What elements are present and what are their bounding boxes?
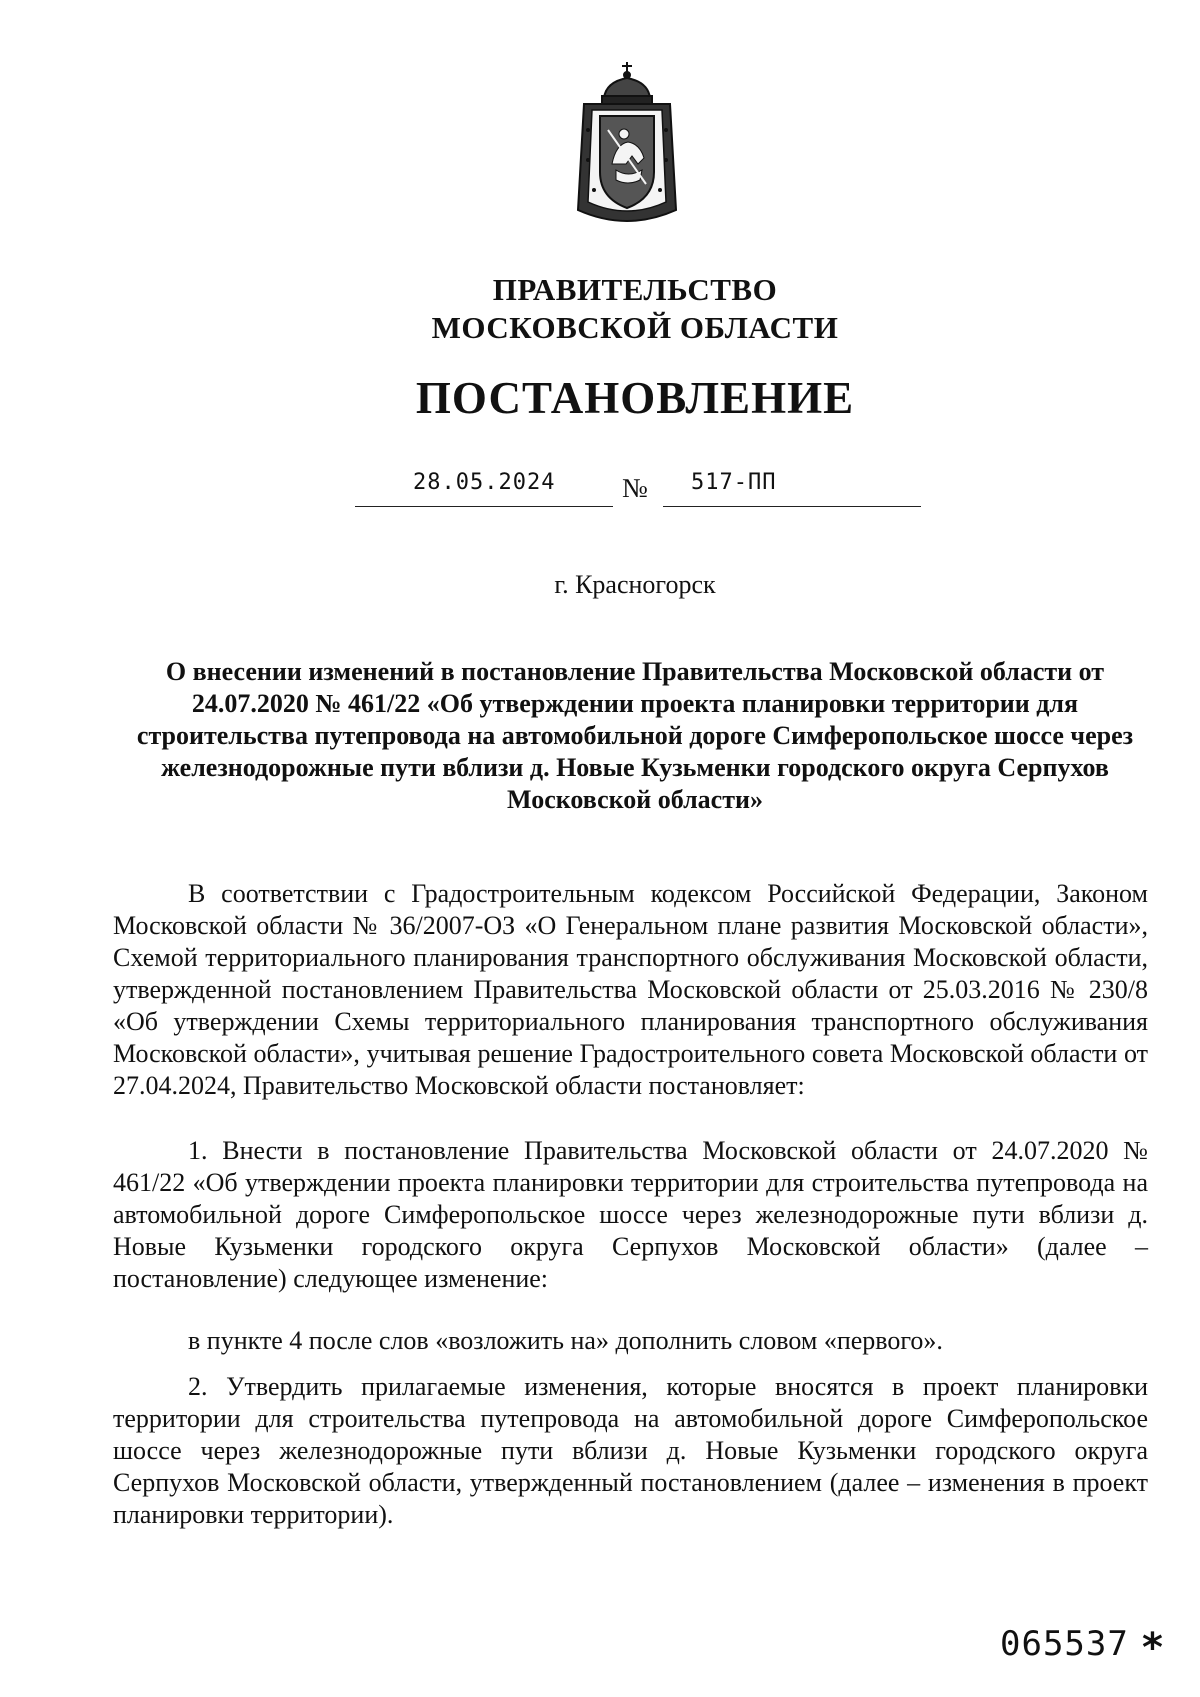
government-name-line2: МОСКОВСКОЙ ОБЛАСТИ	[431, 310, 839, 345]
date-field	[355, 470, 613, 507]
item-1-sub-paragraph	[113, 1325, 1148, 1357]
asterisk-mark: *	[1142, 1625, 1163, 1671]
item-1-paragraph	[113, 1135, 1148, 1295]
document-date: 28.05.2024	[413, 470, 556, 495]
document-subject: О внесении изменений в постановление Правительства Московской области от 24.07.2020 № 461/22 «Об утверждении проекта планировки территории для строительства путепровода на автомобильной дороге Симферопольское шоссе через железнодорожные пути вблизи д. Новые Кузьменки городского округа Серпухов Московской области»	[136, 657, 1134, 814]
city-name: г. Красногорск	[554, 570, 716, 599]
document-type-title: ПОСТАНОВЛЕНИЕ	[415, 373, 855, 423]
government-name-line1: ПРАВИТЕЛЬСТВО	[492, 272, 778, 307]
item-2-paragraph	[113, 1371, 1148, 1531]
coat-of-arms-icon	[566, 60, 688, 230]
number-field	[663, 470, 921, 507]
item-1-text: 1. Внести в постановление Правительства Московской области от 24.07.2020 № 461/22 «Об утверждении проекта планировки территории для строительства путепровода на автомобильной дороге Симферопольское шоссе через железнодорожные пути вблизи д. Новые Кузьменки городского округа Серпухов Московской области» (далее – постановление) следующее изменение:	[113, 1136, 1148, 1293]
serial-number: 065537	[1000, 1624, 1129, 1664]
item-1-sub-text: в пункте 4 после слов «возложить на» дополнить словом «первого».	[188, 1326, 943, 1355]
item-2-text: 2. Утвердить прилагаемые изменения, которые вносятся в проект планировки территории для строительства путепровода на автомобильной дороге Симферопольское шоссе через железнодорожные пути вблизи д. Новые Кузьменки городского округа Серпухов Московской области, утвержденный постановлением (далее – изменения в проект планировки территории).	[113, 1372, 1148, 1529]
preamble-text: В соответствии с Градостроительным кодексом Российской Федерации, Законом Московской области № 36/2007-ОЗ «О Генеральном плане развития Московской области», Схемой территориального планирования транспортного обслуживания Московской области, утвержденной постановлением Правительства Московской области от 25.03.2016 № 230/8 «Об утверждении Схемы территориального планирования транспортного обслуживания Московской области», учитывая решение Градостроительного совета Московской области от 27.04.2024, Правительство Московской области постановляет:	[113, 879, 1148, 1100]
number-sign: №	[622, 473, 648, 503]
document-number: 517-ПП	[691, 470, 777, 495]
preamble-paragraph	[113, 878, 1148, 1102]
